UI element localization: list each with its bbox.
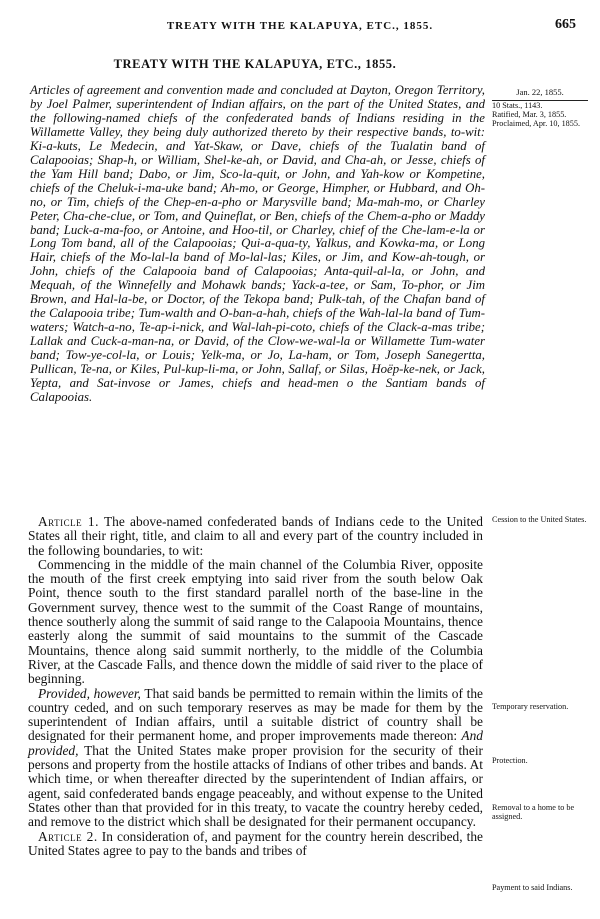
sidenote-payment: Payment to said Indians. <box>492 883 573 892</box>
sidenote-cession: Cession to the United States. <box>492 515 587 524</box>
and-provided: And provided, <box>28 728 483 758</box>
article-1-label: Article 1. <box>38 514 99 529</box>
sidenote-date <box>492 88 588 101</box>
provided-part-1: That said bands be permitted to remain within the limits of the country ceded, and on such temporary reserves as may be made for them by the superintendent of Indian affairs, until a suitable district of country shall be designated for their permanent home, and proper improvements made thereon: <box>28 685 483 744</box>
article-2-label: Article 2. <box>38 828 98 844</box>
article-2-text: In consideration of, and payment for the country herein described, the United States agree to pay to the bands and tribes of <box>28 828 483 858</box>
sidenote-protection: Protection. <box>492 756 528 765</box>
sidenote-ratified: Ratified, Mar. 3, 1855. <box>492 110 567 119</box>
article-1-text: The above-named confederated bands of Indians cede to the United States all their right, title, and claim to all and every part of the country included in the following boundaries, to wit: <box>28 514 483 558</box>
sidenote-date-text: Jan. 22, 1855. <box>516 87 564 97</box>
sidenote-temporary: Temporary reservation. <box>492 702 569 711</box>
article-2-paragraph <box>28 830 483 859</box>
preamble-paragraph: Articles of agreement and convention made and concluded at Dayton, Oregon Territory, by Joel Palmer, superintendent of Indian affairs, on the part of the United States, and the following-named chiefs of the confederated bands of Indians residing in the Willamette Valley, they being duly authorized thereto by their respective bands, to-wit: Ki-a-kuts, Le Medecin, and Yat-Skaw, or Dave, chiefs of the Tualatin band of Calapooias; Shap-h, or William, Shel-ke-ah, or David, and Cha-ah, or Jesse, chiefs of the Yam Hill band; Dabo, or Jim, Sco-la-quit, or John, and Yah-kow or Kompetine, chiefs of the Cheluk-i-ma-uke band; Ah-mo, or George, Himpher, or Hubbard, and Oh-no, or Tim, chiefs of the Chep-en-a-pho or Marysville band; Ma-mah-mo, or Charley Peter, Cha-che-clue, or Tom, and Quineflat, or Ben, chiefs of the Chem-a-pho or Maddy band; Luck-a-ma-foo, or Antoine, and Hoo-til, or Charley, chief of the Che-lam-e-la or Long Tom band, all of the Calapooias; Qui-a-qua-ty, Yalkus, and Kowka-ma, or Long Hair, chiefs of the Mo-lal-la band of Mo-lal-las; Kiles, or Jim, and Kow-ah-tough, or John, chiefs of the Calapooia band of Calapooias; Anta-quil-al-la, or John, and Mequah, of the Winnefelly and Mohawk bands; Yack-a-tee, or Sam, To-phor, or Jim Brown, and Hal-la-be, or Doctor, of the Tekopa band; Pulk-tah, of the Chafan band of the Calapooia tribe; Tum-walth and O-ban-a-hah, chiefs of the Wah-lal-la band of Tum-waters; Watch-a-no, Te-ap-i-nick, and Wal-lah-pi-coto, chiefs of the Clack-a-mas tribe; Lallak and Cuck-a-man-na, or David, of the Clow-we-wal-la or Willamette Tum-water band; Tow-ye-col-la, or Louis; Yelk-ma, or Jo, La-ham, or Tom, Joseph Sanegertta, Pullican, Te-na, or Kiles, Pul-kup-li-ma, or John, Sallaf, or Silas, Hoëp-ke-nek, or Jack, Yepta, and Sat-invose or James, chiefs and head-men o the Santiam bands of Calapooias. <box>30 83 485 404</box>
sidenote-meta <box>492 101 592 128</box>
article-1-paragraph <box>28 515 483 558</box>
running-title: TREATY WITH THE KALAPUYA, ETC., 1855. <box>166 20 434 32</box>
sidenote-proclaimed: Proclaimed, Apr. 10, 1855. <box>492 119 581 128</box>
sidenote-statutes: 10 Stats., 1143. <box>492 101 543 110</box>
boundaries-paragraph: Commencing in the middle of the main channel of the Columbia River, opposite the mouth of the first creek emptying into said river from the south below Oak Point, thence south to the first standard parallel north of the base-line in the Government survey, thence west to the summit of the Coast Range of mountains, thence southerly along the summit of said range to the Calapooia Mountains, thence easterly along the summit of said mountains to the summit of the Cascade Mountains, thence along said summit northerly, to the middle of the Columbia River, at the Cascade Falls, and thence down the middle of said river to the place of beginning. <box>28 556 483 687</box>
provided-lead: Provided, however, <box>38 685 141 701</box>
page-number: 665 <box>555 17 576 32</box>
sidenote-removal: Removal to a home to be assigned. <box>492 803 575 821</box>
provided-paragraph <box>28 687 483 830</box>
treaty-body <box>28 515 483 858</box>
treaty-title: TREATY WITH THE KALAPUYA, ETC., 1855. <box>113 57 397 71</box>
provided-part-2: That the United States make proper provision for the security of their persons and property from the hostile attacks of Indians of other tribes and bands. At which time, or when thereafter directed by the superintendent of Indian affairs, or agent, said confederated bands engage peaceably, and without expense to the United States other than that provided for in this treaty, to vacate the country hereby ceded, and remove to the district which shall be designated for their permanent occupancy. <box>28 742 483 830</box>
